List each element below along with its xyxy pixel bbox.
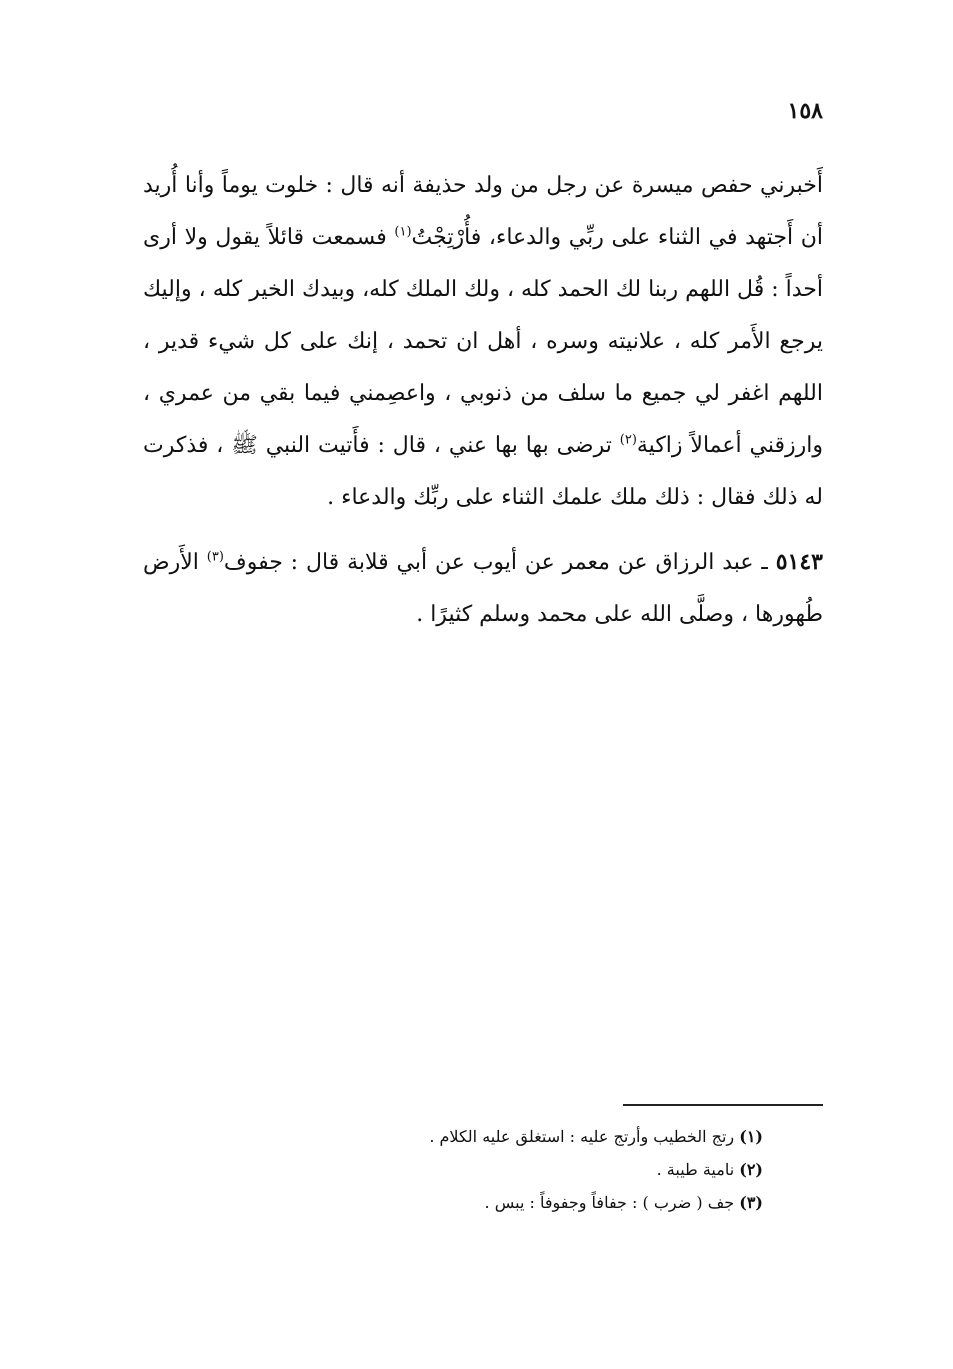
main-text (143, 160, 823, 641)
paragraph-hadith (143, 160, 823, 524)
page-number: ١٥٨ (787, 98, 823, 124)
footnote-marker: (٣) (739, 1193, 763, 1212)
footnote-text: جف ( ضرب ) : جفافاً وجفوفاً : يبس . (484, 1193, 740, 1212)
paragraph-text: الأَرض طُهورها ، وصلَّى الله على محمد وسلم كثيرًا . (143, 550, 823, 627)
footnote-marker: (٢) (739, 1160, 763, 1179)
footnotes (263, 1120, 763, 1219)
footnote-ref-2: (٢) (619, 432, 637, 448)
paragraph-hadith-5143 (143, 536, 823, 641)
paragraph-text: ـ عبد الرزاق عن معمر عن أيوب عن أبي قلابة قال : جفوف (223, 550, 776, 575)
footnote-text: رتج الخطيب وأرتج عليه : استغلق عليه الكلام . (429, 1127, 740, 1146)
footnote-ref-1: (١) (394, 224, 412, 240)
hadith-number: ٥١٤٣ (775, 549, 823, 575)
footnote-3 (263, 1186, 763, 1219)
footnote-marker: (١) (739, 1127, 763, 1146)
paragraph-text: ترضى بها بها عني ، قال : فأَتيت النبي ﷺ ، فذكرت له ذلك فقال : ذلك ملك علمك الثناء على ربِّك والدعاء . (143, 433, 823, 510)
paragraph-text: أَخبرني حفص ميسرة عن رجل من ولد حذيفة أنه قال : خلوت يوماً وأنا أُريد أن أَجتهد في الثناء على ربِّي والدعاء، فأُرْتِجْتُ (143, 173, 823, 250)
paragraph-text: فسمعت قائلاً يقول ولا أرى أحداً : قُل اللهم ربنا لك الحمد كله ، ولك الملك كله، وبيدك الخير كله ، وإليك يرجع الأَمر كله ، علانيته وسره ، أهل ان تحمد ، إنك على كل شيء قدير ، اللهم اغفر لي جميع ما سلف من ذنوبي ، واعصِمني فيما بقي من عمري ، وارزقني أعمالاً زاكية (142, 225, 823, 458)
footnote-divider (623, 1104, 823, 1106)
footnote-text: نامية طيبة . (656, 1160, 740, 1179)
footnote-1 (263, 1120, 763, 1153)
footnote-ref-3: (٣) (206, 549, 224, 565)
footnote-2 (263, 1153, 763, 1186)
